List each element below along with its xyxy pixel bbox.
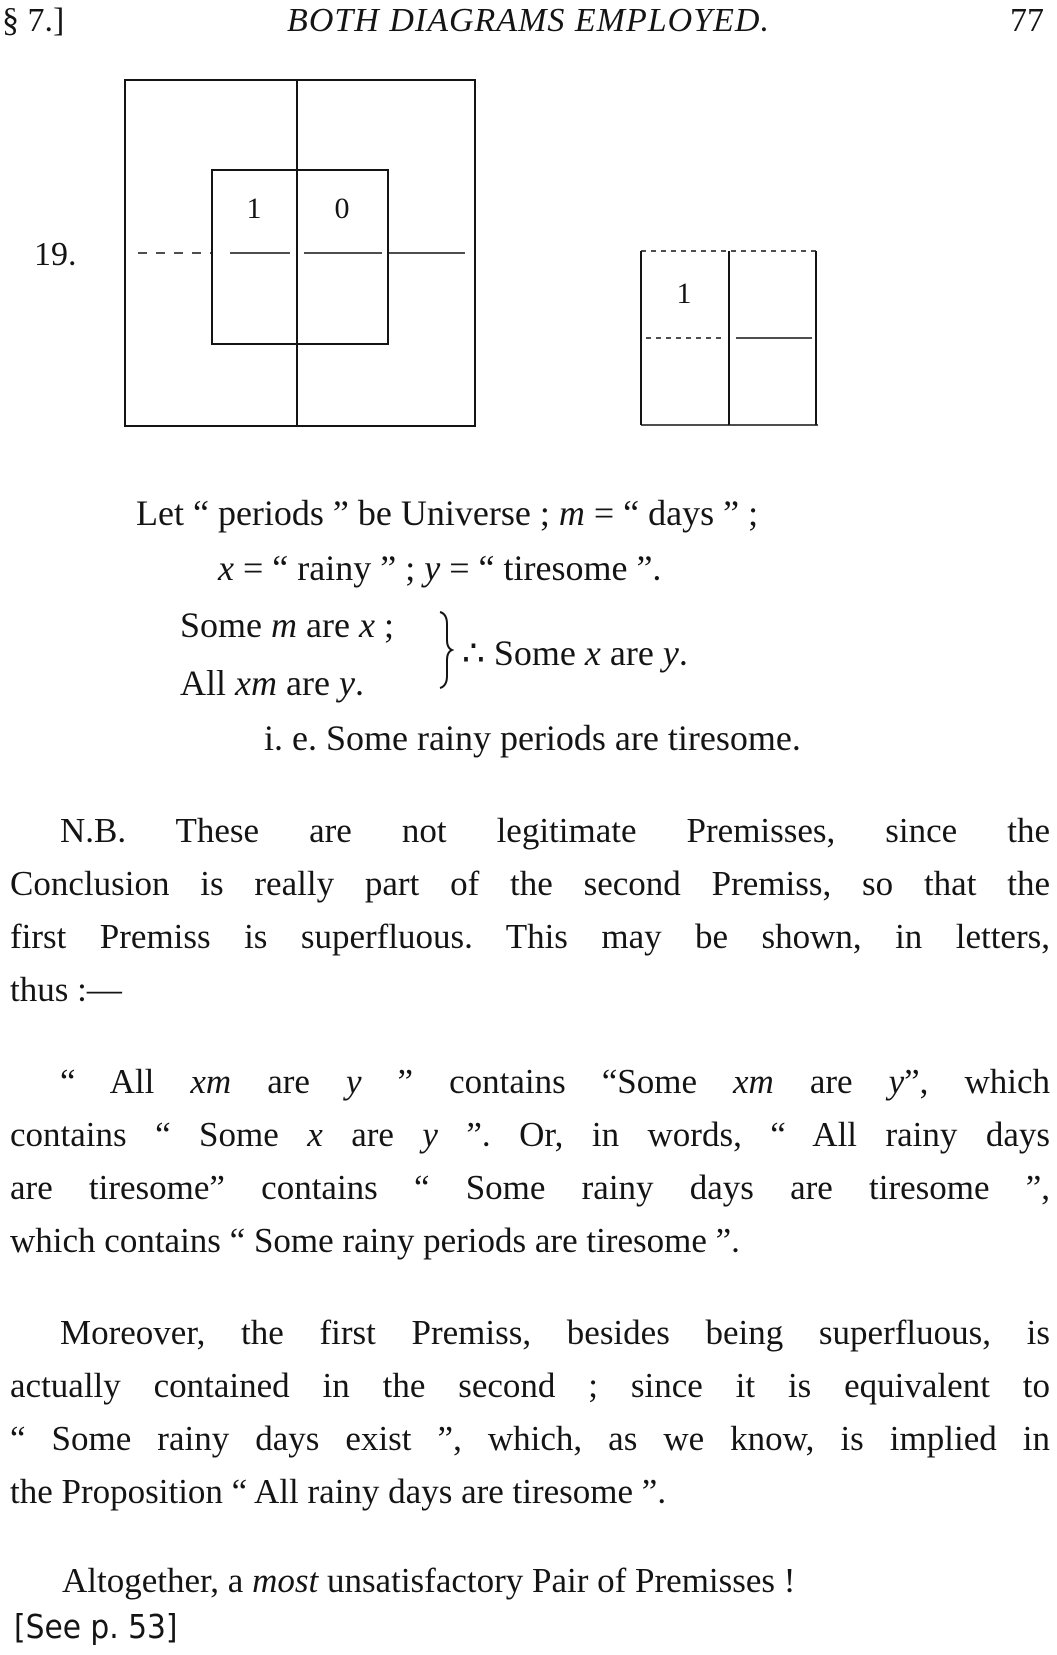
var-xm: xm: [235, 663, 277, 703]
text-run: are: [773, 1062, 889, 1101]
var-y: y: [345, 1062, 362, 1101]
premiss-text: ;: [374, 605, 394, 645]
nb-line: thus :—: [10, 970, 122, 1009]
moreover-line: “ Some rainy days exist ”, which, as we know, is implied in: [10, 1419, 1050, 1458]
contains-line: [10, 1055, 1050, 1108]
setup-text: = “ tiresome ”.: [440, 548, 662, 588]
text-run: ” contains “Some: [361, 1062, 734, 1101]
text-run: ”, which: [904, 1062, 1050, 1101]
nb-line: first Premiss is superfluous. This may be shown, in letters,: [10, 917, 1050, 956]
var-y: y: [424, 548, 441, 588]
setup-text: = “ days ” ;: [584, 493, 759, 533]
conclusion-text: Some: [493, 633, 585, 673]
closing-remark: [62, 1563, 795, 1598]
example-number: 19.: [34, 236, 77, 273]
setup-line-1: [136, 495, 758, 531]
premiss-text: are: [277, 663, 339, 703]
inner-square: [212, 170, 388, 344]
running-title: BOTH DIAGRAMS EMPLOYED.: [287, 2, 770, 39]
biliteral-diagram: [641, 251, 818, 425]
setup-text: Let “ periods ” be Universe ;: [136, 493, 559, 533]
nb-paragraph: [10, 804, 1050, 1016]
premiss-text: All: [180, 663, 236, 703]
contains-paragraph: [10, 1055, 1050, 1267]
text-run: ”. Or, in words, “ All rainy days: [437, 1115, 1050, 1154]
therefore-symbol: ∴: [462, 633, 485, 673]
text-run: “ All: [60, 1062, 191, 1101]
section-label: § 7.]: [2, 2, 65, 39]
text-run: are: [231, 1062, 346, 1101]
var-y: y: [338, 663, 355, 703]
premiss-text: are: [297, 605, 359, 645]
contains-line: which contains “ Some rainy periods are tiresome ”.: [10, 1221, 740, 1260]
nb-line: Conclusion is really part of the second Premiss, so that the: [10, 864, 1050, 903]
var-x: x: [218, 548, 234, 588]
var-x: x: [584, 633, 601, 673]
see-reference: [See p. 53]: [14, 1607, 178, 1646]
var-y: y: [888, 1062, 905, 1101]
text-run: are: [322, 1115, 423, 1154]
var-xm: xm: [733, 1062, 774, 1101]
var-m: m: [558, 493, 585, 533]
triliteral-diagram: [125, 80, 475, 426]
moreover-line: the Proposition “ All rainy days are tiresome ”.: [10, 1472, 667, 1511]
var-y: y: [662, 633, 679, 673]
cell-mark-0: 0: [334, 192, 350, 225]
setup-text: = “ rainy ” ;: [233, 548, 425, 588]
var-x: x: [358, 605, 375, 645]
page-number: 77: [1010, 2, 1044, 39]
contains-line: [10, 1108, 1050, 1161]
moreover-line: Moreover, the first Premiss, besides being superfluous, is: [60, 1313, 1050, 1352]
brace-icon: [438, 610, 454, 690]
var-y: y: [422, 1115, 438, 1154]
conclusion-text: are: [600, 633, 663, 673]
text-run: Altogether, a: [62, 1561, 253, 1600]
contains-line: are tiresome” contains “ Some rainy days are tiresome ”,: [10, 1168, 1050, 1207]
premiss-2: [180, 665, 364, 701]
biliteral-mark-1: 1: [676, 277, 692, 310]
premiss-1: [180, 607, 394, 643]
text-run: contains “ Some: [10, 1115, 308, 1154]
emphasis: most: [252, 1561, 319, 1600]
cell-mark-1: 1: [246, 192, 262, 225]
moreover-line: actually contained in the second ; since it is equivalent to: [10, 1366, 1050, 1405]
conclusion-text: .: [678, 633, 688, 673]
premiss-text: Some: [180, 605, 272, 645]
premiss-text: .: [354, 663, 364, 703]
nb-line: N.B. These are not legitimate Premisses, since the: [60, 811, 1050, 850]
translation: i. e. Some rainy periods are tiresome.: [264, 718, 801, 758]
moreover-paragraph: [10, 1306, 1050, 1518]
var-m: m: [271, 605, 298, 645]
var-x: x: [307, 1115, 323, 1154]
conclusion: [462, 635, 688, 671]
setup-line-2: [218, 550, 661, 586]
var-xm: xm: [190, 1062, 232, 1101]
diagrams: [0, 0, 1057, 440]
text-run: unsatisfactory Pair of Premisses !: [318, 1561, 796, 1600]
